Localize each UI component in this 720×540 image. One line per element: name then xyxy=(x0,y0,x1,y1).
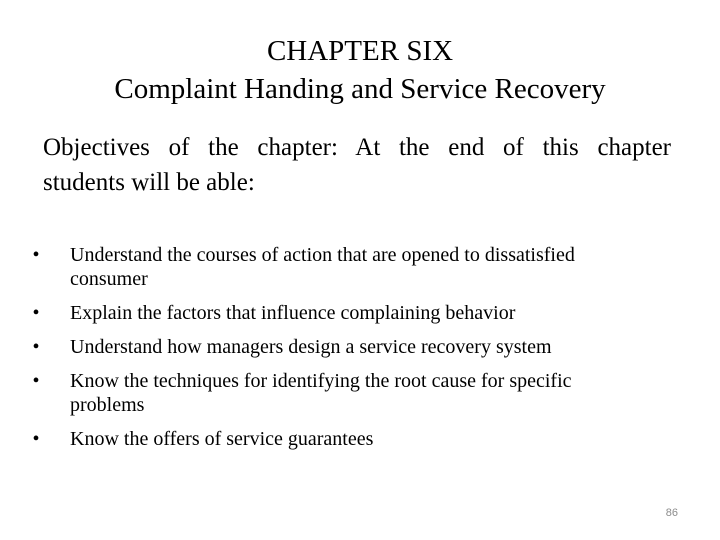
list-item xyxy=(26,243,686,291)
bullet-icon: • xyxy=(32,428,40,450)
objectives-paragraph xyxy=(43,130,671,200)
objectives-list xyxy=(26,243,686,461)
chapter-subtitle: Complaint Handing and Service Recovery xyxy=(114,73,606,105)
list-item-text: Know the techniques for identifying the root cause for specific xyxy=(70,370,572,392)
bullet-icon: • xyxy=(32,302,40,324)
list-item-text: Know the offers of service guarantees xyxy=(70,428,374,450)
list-item xyxy=(26,427,686,451)
bullet-icon: • xyxy=(32,370,40,392)
list-item xyxy=(26,301,686,325)
list-item-text-continued: consumer xyxy=(70,268,148,290)
slide-title xyxy=(0,32,720,108)
list-item-text-continued: problems xyxy=(70,394,145,416)
list-item-text: Understand the courses of action that are opened to dissatisfied xyxy=(70,244,575,266)
list-item xyxy=(26,369,686,417)
list-item-text: Understand how managers design a service recovery system xyxy=(70,336,552,358)
list-item xyxy=(26,335,686,359)
bullet-icon: • xyxy=(32,336,40,358)
chapter-heading: CHAPTER SIX xyxy=(266,35,454,67)
page-number: 86 xyxy=(665,507,678,519)
list-item-text: Explain the factors that influence complaining behavior xyxy=(70,302,516,324)
objectives-line-1: Objectives of the chapter: At the end of this chapter xyxy=(43,134,671,161)
bullet-icon: • xyxy=(32,244,40,266)
objectives-line-2: students will be able: xyxy=(43,169,255,196)
